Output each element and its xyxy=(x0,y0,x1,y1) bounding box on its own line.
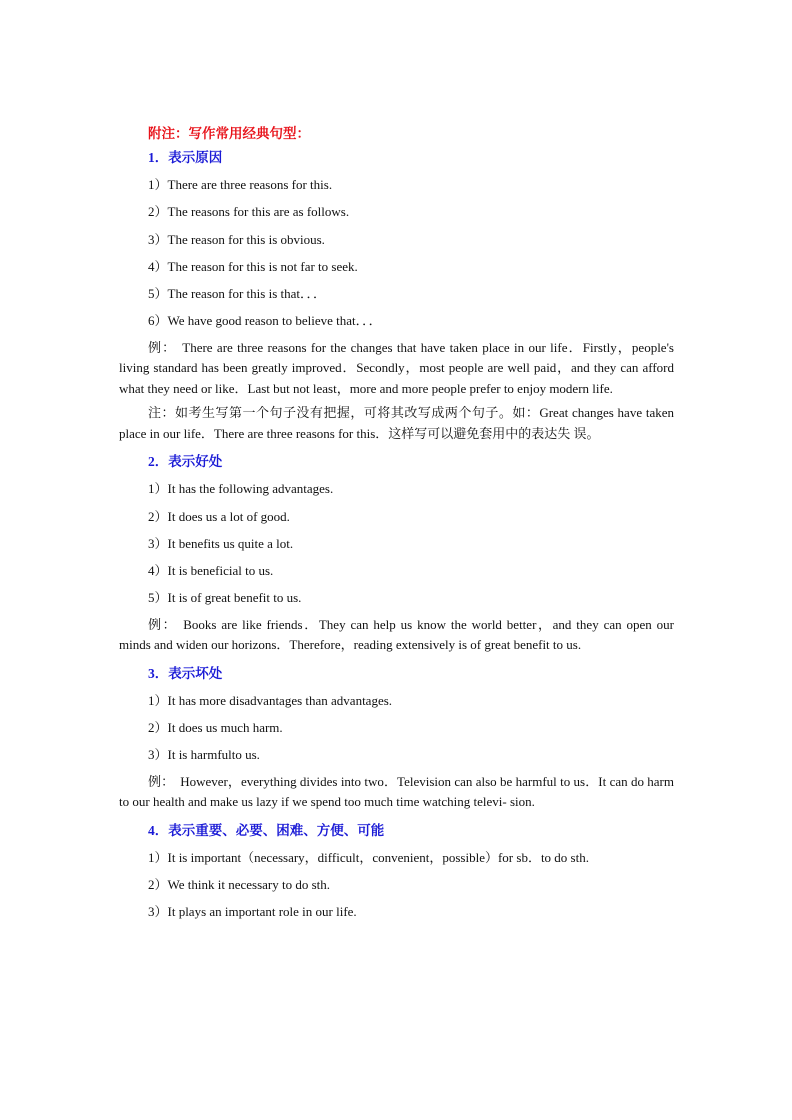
section-heading: 4．表示重要、必要、困难、方便、可能 xyxy=(148,822,385,838)
section-heading: 3．表示坏处 xyxy=(148,665,223,681)
example-line: However，everything divides into two．Television can also be harmful to us．It xyxy=(180,773,607,789)
example-label: 例： xyxy=(148,773,175,789)
section-reasons xyxy=(119,144,674,444)
list-item: 3）It is harmfulto us. xyxy=(148,747,260,763)
example-paragraph xyxy=(119,615,674,656)
example-paragraph xyxy=(119,338,674,400)
list-item: 1）It has the following advantages. xyxy=(148,481,334,497)
example-paragraph xyxy=(119,772,674,813)
section-heading: 2．表示好处 xyxy=(148,454,223,470)
list-item: 5）It is of great benefit to us. xyxy=(148,590,302,606)
list-item: 1）It has more disadvantages than advantages. xyxy=(148,692,393,708)
page-title: 附注：写作常用经典句型： xyxy=(148,126,310,141)
example-line: open our minds and widen our horizons．Therefore，reading extensively is of great benefit xyxy=(119,616,674,653)
example-label: 例： xyxy=(148,616,178,632)
list-item: 2）It does us much harm. xyxy=(148,720,283,736)
list-item: 3）The reason for this is obvious. xyxy=(148,231,325,247)
list-item: 2）It does us a lot of good. xyxy=(148,508,290,524)
example-line: There are three reasons for the changes that have taken place in our xyxy=(182,339,546,355)
list-item: 1）It is important（necessary，difficult，convenient，possible）for sb．to do sth. xyxy=(148,849,589,865)
list-item: 4）It is beneficial to us. xyxy=(148,563,274,579)
section-disadvantages xyxy=(119,660,674,813)
list-item: 3）It plays an important role in our life. xyxy=(148,904,357,920)
example-line: can do harm to our health and make us lazy if we spend too much time watching televi- xyxy=(119,773,675,810)
list-item: 3）It benefits us quite a lot. xyxy=(148,535,294,551)
example-line: sion. xyxy=(509,794,535,810)
example-line: life．Firstly，people's living standard has been greatly improved．Secondly，most people are xyxy=(119,339,674,376)
list-item: 2）We think it necessary to do sth. xyxy=(148,876,331,892)
list-item: 5）The reason for this is that．．． xyxy=(148,286,326,302)
note-paragraph xyxy=(119,403,674,444)
list-item: 1）There are three reasons for this. xyxy=(148,177,333,192)
list-item: 4）The reason for this is not far to seek. xyxy=(148,258,358,274)
example-line: well paid，and they can afford what they need or like．Last but not least，more and more xyxy=(119,360,674,396)
list-item: 6）We have good reason to believe that．．． xyxy=(148,313,382,329)
note-line: 注：如考生写第一个句子没有把握，可将其改写成两个句子。如：Great changes have xyxy=(148,405,643,421)
document-page xyxy=(119,124,674,926)
section-advantages xyxy=(119,448,674,655)
note-line: taken place in our life．There are three reasons for this．这样写可以避免套用中的表达失 xyxy=(119,405,675,441)
example-label: 例： xyxy=(148,339,177,355)
example-line: people prefer to enjoy modern life. xyxy=(431,380,613,396)
list-item: 2）The reasons for this are as follows. xyxy=(148,204,350,220)
section-importance xyxy=(119,817,674,926)
section-heading: 1．表示原因 xyxy=(148,150,223,165)
example-line: Books are like friends．They can help us know the world better，and they can xyxy=(183,616,622,632)
note-line: 误。 xyxy=(573,425,600,441)
example-line: to us. xyxy=(552,637,582,653)
